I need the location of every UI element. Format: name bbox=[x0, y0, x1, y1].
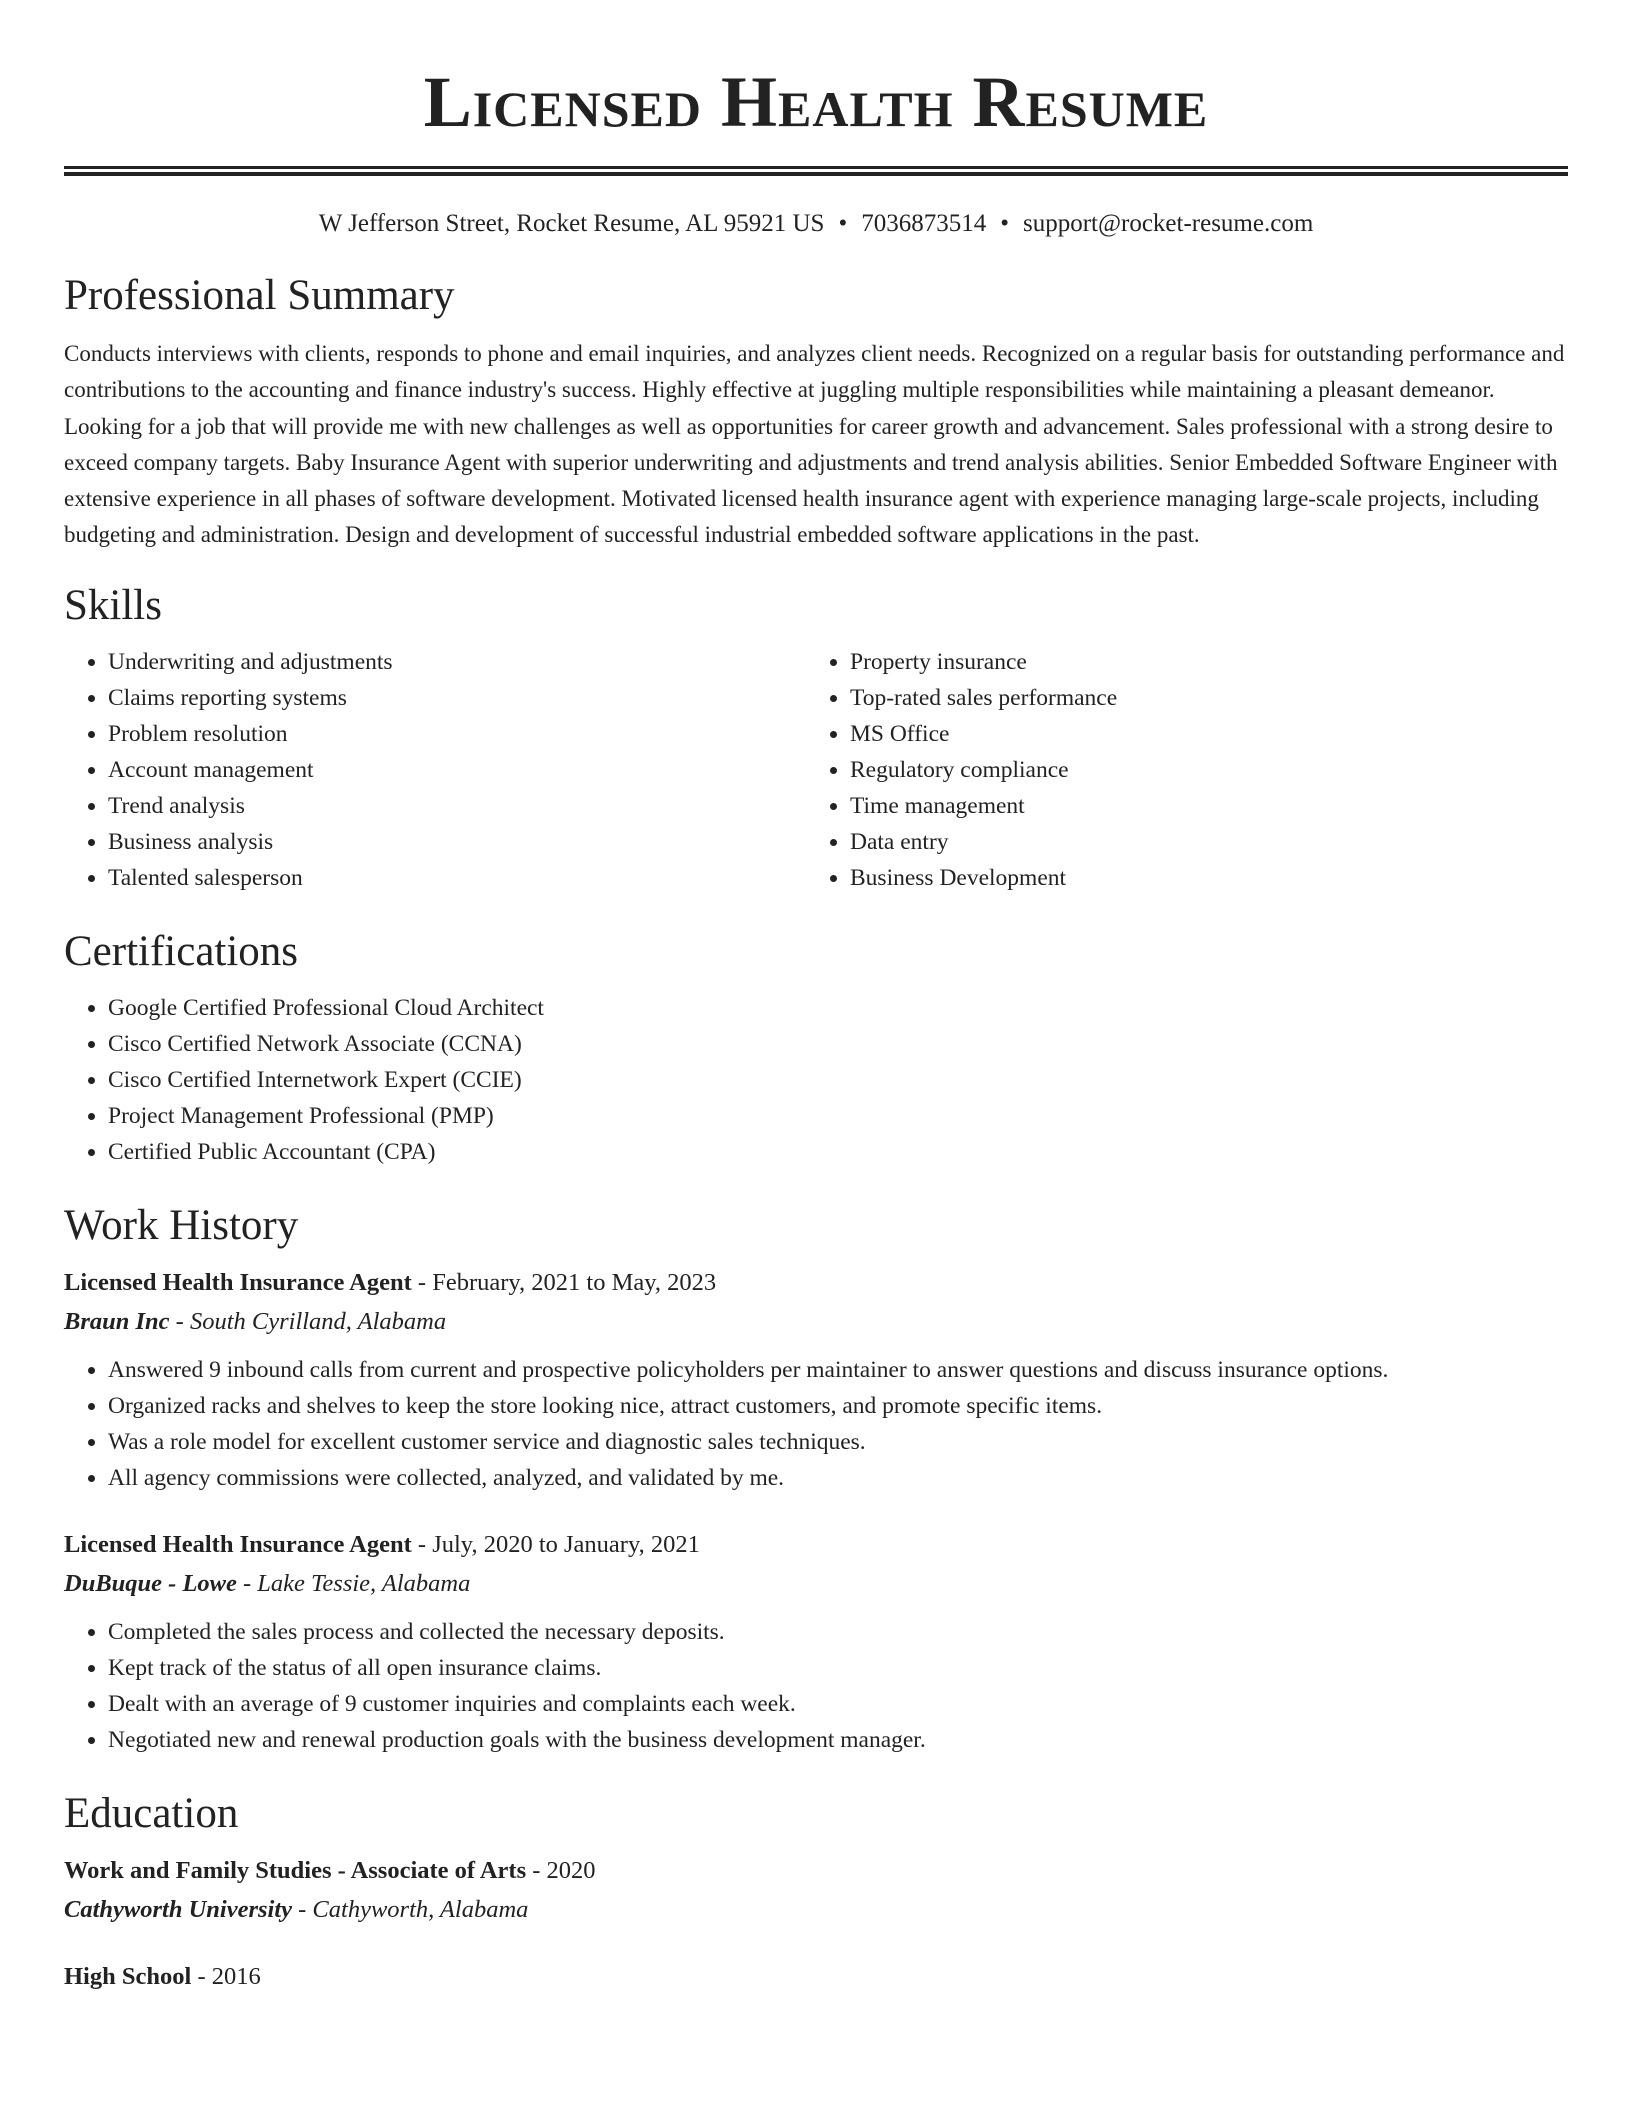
education-degree-line bbox=[64, 1958, 1568, 1996]
work-history-section bbox=[64, 1198, 1568, 1758]
section-heading-summary: Professional Summary bbox=[64, 272, 455, 319]
job-company: DuBuque - Lowe bbox=[64, 1569, 237, 1597]
job-company: Braun Inc bbox=[64, 1307, 170, 1335]
skill-item: • Top-rated sales performance bbox=[850, 680, 1548, 716]
job-bullet: • Completed the sales process and collected the necessary deposits. bbox=[108, 1614, 1568, 1650]
skills-section bbox=[64, 578, 1568, 896]
skills-column-right bbox=[806, 644, 1548, 896]
skill-item: • Underwriting and adjustments bbox=[108, 644, 806, 680]
skill-item: • Account management bbox=[108, 752, 806, 788]
skill-item: • Trend analysis bbox=[108, 788, 806, 824]
education-year: - 2016 bbox=[191, 1962, 261, 1990]
education-year: - 2020 bbox=[526, 1856, 596, 1884]
summary-paragraph: Conducts interviews with clients, responds to phone and email inquiries, and analyzes client needs. Recognized on a regular basis for outstanding performance and contributions to the accounting and finance industry's success. Highly effective at juggling multiple responsibilities while maintaining a pleasant demeanor. Looking for a job that will provide me with new challenges as well as opportunities for career growth and advancement. Sales professional with a strong desire to exceed company targets. Baby Insurance Agent with superior underwriting and adjustments and trend analysis abilities. Senior Embedded Software Engineer with extensive experience in all phases of software development. Motivated licensed health insurance agent with experience managing large-scale projects, including budgeting and administration. Design and development of successful industrial embedded software applications in the past. bbox=[64, 341, 1565, 548]
job-bullet: • Was a role model for excellent customer service and diagnostic sales techniques. bbox=[108, 1424, 1568, 1460]
skill-item: • Claims reporting systems bbox=[108, 680, 806, 716]
skill-item: • Property insurance bbox=[850, 644, 1548, 680]
contact-phone: 7036873514 bbox=[861, 210, 987, 237]
job-title: Licensed Health Insurance Agent bbox=[64, 1268, 412, 1296]
contact-email: support@rocket-resume.com bbox=[1022, 210, 1314, 237]
section-heading-work-history: Work History bbox=[64, 1201, 299, 1249]
job-bullet: • Kept track of the status of all open insurance claims. bbox=[108, 1650, 1568, 1686]
certification-item: • Google Certified Professional Cloud Architect bbox=[108, 990, 1568, 1026]
job-location: - South Cyrilland, Alabama bbox=[169, 1307, 447, 1335]
job-bullet: • Negotiated new and renewal production goals with the business development manager. bbox=[108, 1722, 1568, 1758]
title-double-rule bbox=[64, 166, 1568, 176]
job-bullet: • Dealt with an average of 9 customer inquiries and complaints each week. bbox=[108, 1686, 1568, 1722]
job-company-line bbox=[64, 1564, 1568, 1604]
job-entry bbox=[64, 1264, 1568, 1496]
job-bullet: • All agency commissions were collected, analyzed, and validated by me. bbox=[108, 1460, 1568, 1496]
job-bullet: • Answered 9 inbound calls from current and prospective policyholders per maintainer to answer questions and discuss insurance options. bbox=[108, 1352, 1568, 1388]
skills-list-right bbox=[806, 644, 1548, 896]
skills-list-left bbox=[64, 644, 806, 896]
education-location: - Cathyworth, Alabama bbox=[292, 1895, 529, 1923]
resume-title: Licensed Health Resume bbox=[423, 62, 1209, 142]
section-heading-skills: Skills bbox=[64, 581, 162, 629]
skill-item: • Business Development bbox=[850, 860, 1548, 896]
skill-item: • Talented salesperson bbox=[108, 860, 806, 896]
skills-column-left bbox=[64, 644, 806, 896]
job-title: Licensed Health Insurance Agent bbox=[64, 1530, 412, 1558]
job-location: - Lake Tessie, Alabama bbox=[236, 1569, 471, 1597]
job-title-line bbox=[64, 1526, 1568, 1564]
certification-item: • Cisco Certified Internetwork Expert (CCIE) bbox=[108, 1062, 1568, 1098]
certifications-section bbox=[64, 924, 1568, 1170]
contact-address: W Jefferson Street, Rocket Resume, AL 95921 US bbox=[318, 210, 825, 237]
skill-item: • Time management bbox=[850, 788, 1548, 824]
skill-item: • Regulatory compliance bbox=[850, 752, 1548, 788]
job-bullets bbox=[64, 1614, 1568, 1758]
professional-summary-section bbox=[64, 268, 1568, 554]
skill-item: • Data entry bbox=[850, 824, 1548, 860]
certification-item: • Cisco Certified Network Associate (CCNA) bbox=[108, 1026, 1568, 1062]
skill-item: • Problem resolution bbox=[108, 716, 806, 752]
certifications-list bbox=[64, 990, 1568, 1170]
section-heading-education: Education bbox=[64, 1789, 239, 1837]
education-school-line bbox=[64, 1890, 1568, 1930]
certification-item: • Project Management Professional (PMP) bbox=[108, 1098, 1568, 1134]
job-bullet: • Organized racks and shelves to keep the store looking nice, attract customers, and promote specific items. bbox=[108, 1388, 1568, 1424]
skill-item: • Business analysis bbox=[108, 824, 806, 860]
education-entry bbox=[64, 1958, 1568, 1996]
education-entry bbox=[64, 1852, 1568, 1930]
skill-item: • MS Office bbox=[850, 716, 1548, 752]
contact-line bbox=[64, 206, 1568, 242]
job-dates: - July, 2020 to January, 2021 bbox=[411, 1530, 700, 1558]
job-company-line bbox=[64, 1302, 1568, 1342]
job-entry bbox=[64, 1526, 1568, 1758]
education-school: Cathyworth University bbox=[64, 1895, 293, 1923]
education-degree-line bbox=[64, 1852, 1568, 1890]
education-degree: High School bbox=[64, 1962, 192, 1990]
education-section bbox=[64, 1786, 1568, 1996]
skills-columns bbox=[64, 644, 1568, 896]
section-heading-certifications: Certifications bbox=[64, 927, 299, 975]
contact-separator: • bbox=[1000, 210, 1009, 237]
certification-item: • Certified Public Accountant (CPA) bbox=[108, 1134, 1568, 1170]
education-degree: Work and Family Studies - Associate of Arts bbox=[64, 1856, 527, 1884]
job-bullets bbox=[64, 1352, 1568, 1496]
job-title-line bbox=[64, 1264, 1568, 1302]
contact-separator: • bbox=[838, 210, 848, 237]
job-dates: - February, 2021 to May, 2023 bbox=[411, 1268, 717, 1296]
